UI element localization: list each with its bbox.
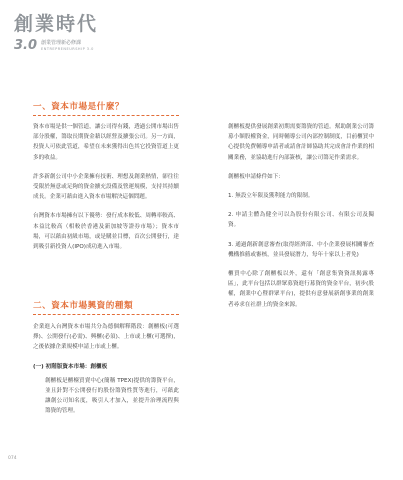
r-paragraph-5: 3. 通過創新創意審查(取得經濟部、中小企業發展相關審查機構推薦或審核，並具發展潛力，每年十家以上者免) (228, 241, 374, 258)
section1-rule (33, 115, 179, 116)
version-number: 3.0 (14, 38, 38, 53)
r-paragraph-4: 2. 申請主體為健全可以為股份有限公司、有限公司及獨資。 (228, 212, 374, 229)
r-paragraph-6: 櫃買中心除了創櫃板以外，還有「創意集資資訊揭露專區」，此平台包括以群眾募資進行募資的資金平台，初步(股權，創業中心暨群眾平台)，提供有意發展新創事業的創業者尋求在社群上的資金來源。 (228, 271, 374, 308)
brand-subtitle-block (14, 38, 134, 58)
s2-intro: 企業進入台灣資本市場共分為德個解釋階段：創櫃板(可選擇)、公開發行(必需)、興櫃(必須)、上市或上櫃(可選擇)，之後依據企業規模申請上市或上櫃。 (33, 324, 179, 351)
r-paragraph-1: 創櫃板提供發展創業初期需要籌資的管道。幫助創業公司籌募小額股權資金，同時輔導公司內部控制制度，目前櫃買中心提供免費輔導申請者或請會計師協助其完成會計作業的相關業務，並協助進行內部簽核，讓公司籌足作業需求。 (228, 124, 374, 161)
s2-subtext: 創櫃板是櫃檯買賣中心(簡稱 TPEX)提供的籌資平台，並且針對不公開發行的股份籌資性質等進行，可藉此讓創公司知名度，吸引人才加入，並提升治理流程與籌資的管理。 (45, 377, 179, 415)
subtitle-english: ENTREPRENEURSHIP 3.0 (41, 47, 94, 51)
section1-heading: 一、資本市場是什麼？ (33, 102, 124, 112)
r-paragraph-3: 1. 無設立年限及獲利能力的限制。 (228, 193, 314, 200)
section2-rule (33, 314, 179, 315)
section2-body (33, 322, 179, 426)
left-column (33, 122, 179, 261)
book-title: 創業時代 (14, 13, 99, 35)
right-column (228, 122, 374, 319)
s1-paragraph-2: 許多新創公司中小企業擁有技術、理想及創業熱情，卻往往受限於無意或足夠的資金擴充設備及營運規模，支持其持續成長。企業可藉由進入資本市場解決這個問題。 (33, 173, 179, 201)
section2-heading: 二、資本市場興資的種類 (33, 301, 134, 311)
subtitle-text: 創業管理新必修課 (41, 40, 82, 46)
header (14, 13, 99, 53)
s1-paragraph-3: 台灣資本市場擁有以下優勢：發行成本較低、周轉率較高、本益比較高（相較於香港及新加坡等證券市場）；資本市場，可以藉由初級市場，或是購並目標，首次公開發行，達到吸引新投資人(IPO)成功進入市場。 (33, 213, 179, 251)
s1-paragraph-1: 資本市場是供一個管道，讓公司得有錢，透過公開市場出售部分股權，籌取長期資金藉以經營及擴張公司。另一方面，投資人可依此管道，希望在未來獲得出色其它投資管道上更多的收益。 (33, 124, 179, 161)
s2-subheading: (一) 初階版資本市場：創櫃板 (33, 363, 108, 370)
page-number: 074 (8, 456, 17, 461)
r-paragraph-2: 創櫃板申請條件如下： (228, 173, 284, 180)
